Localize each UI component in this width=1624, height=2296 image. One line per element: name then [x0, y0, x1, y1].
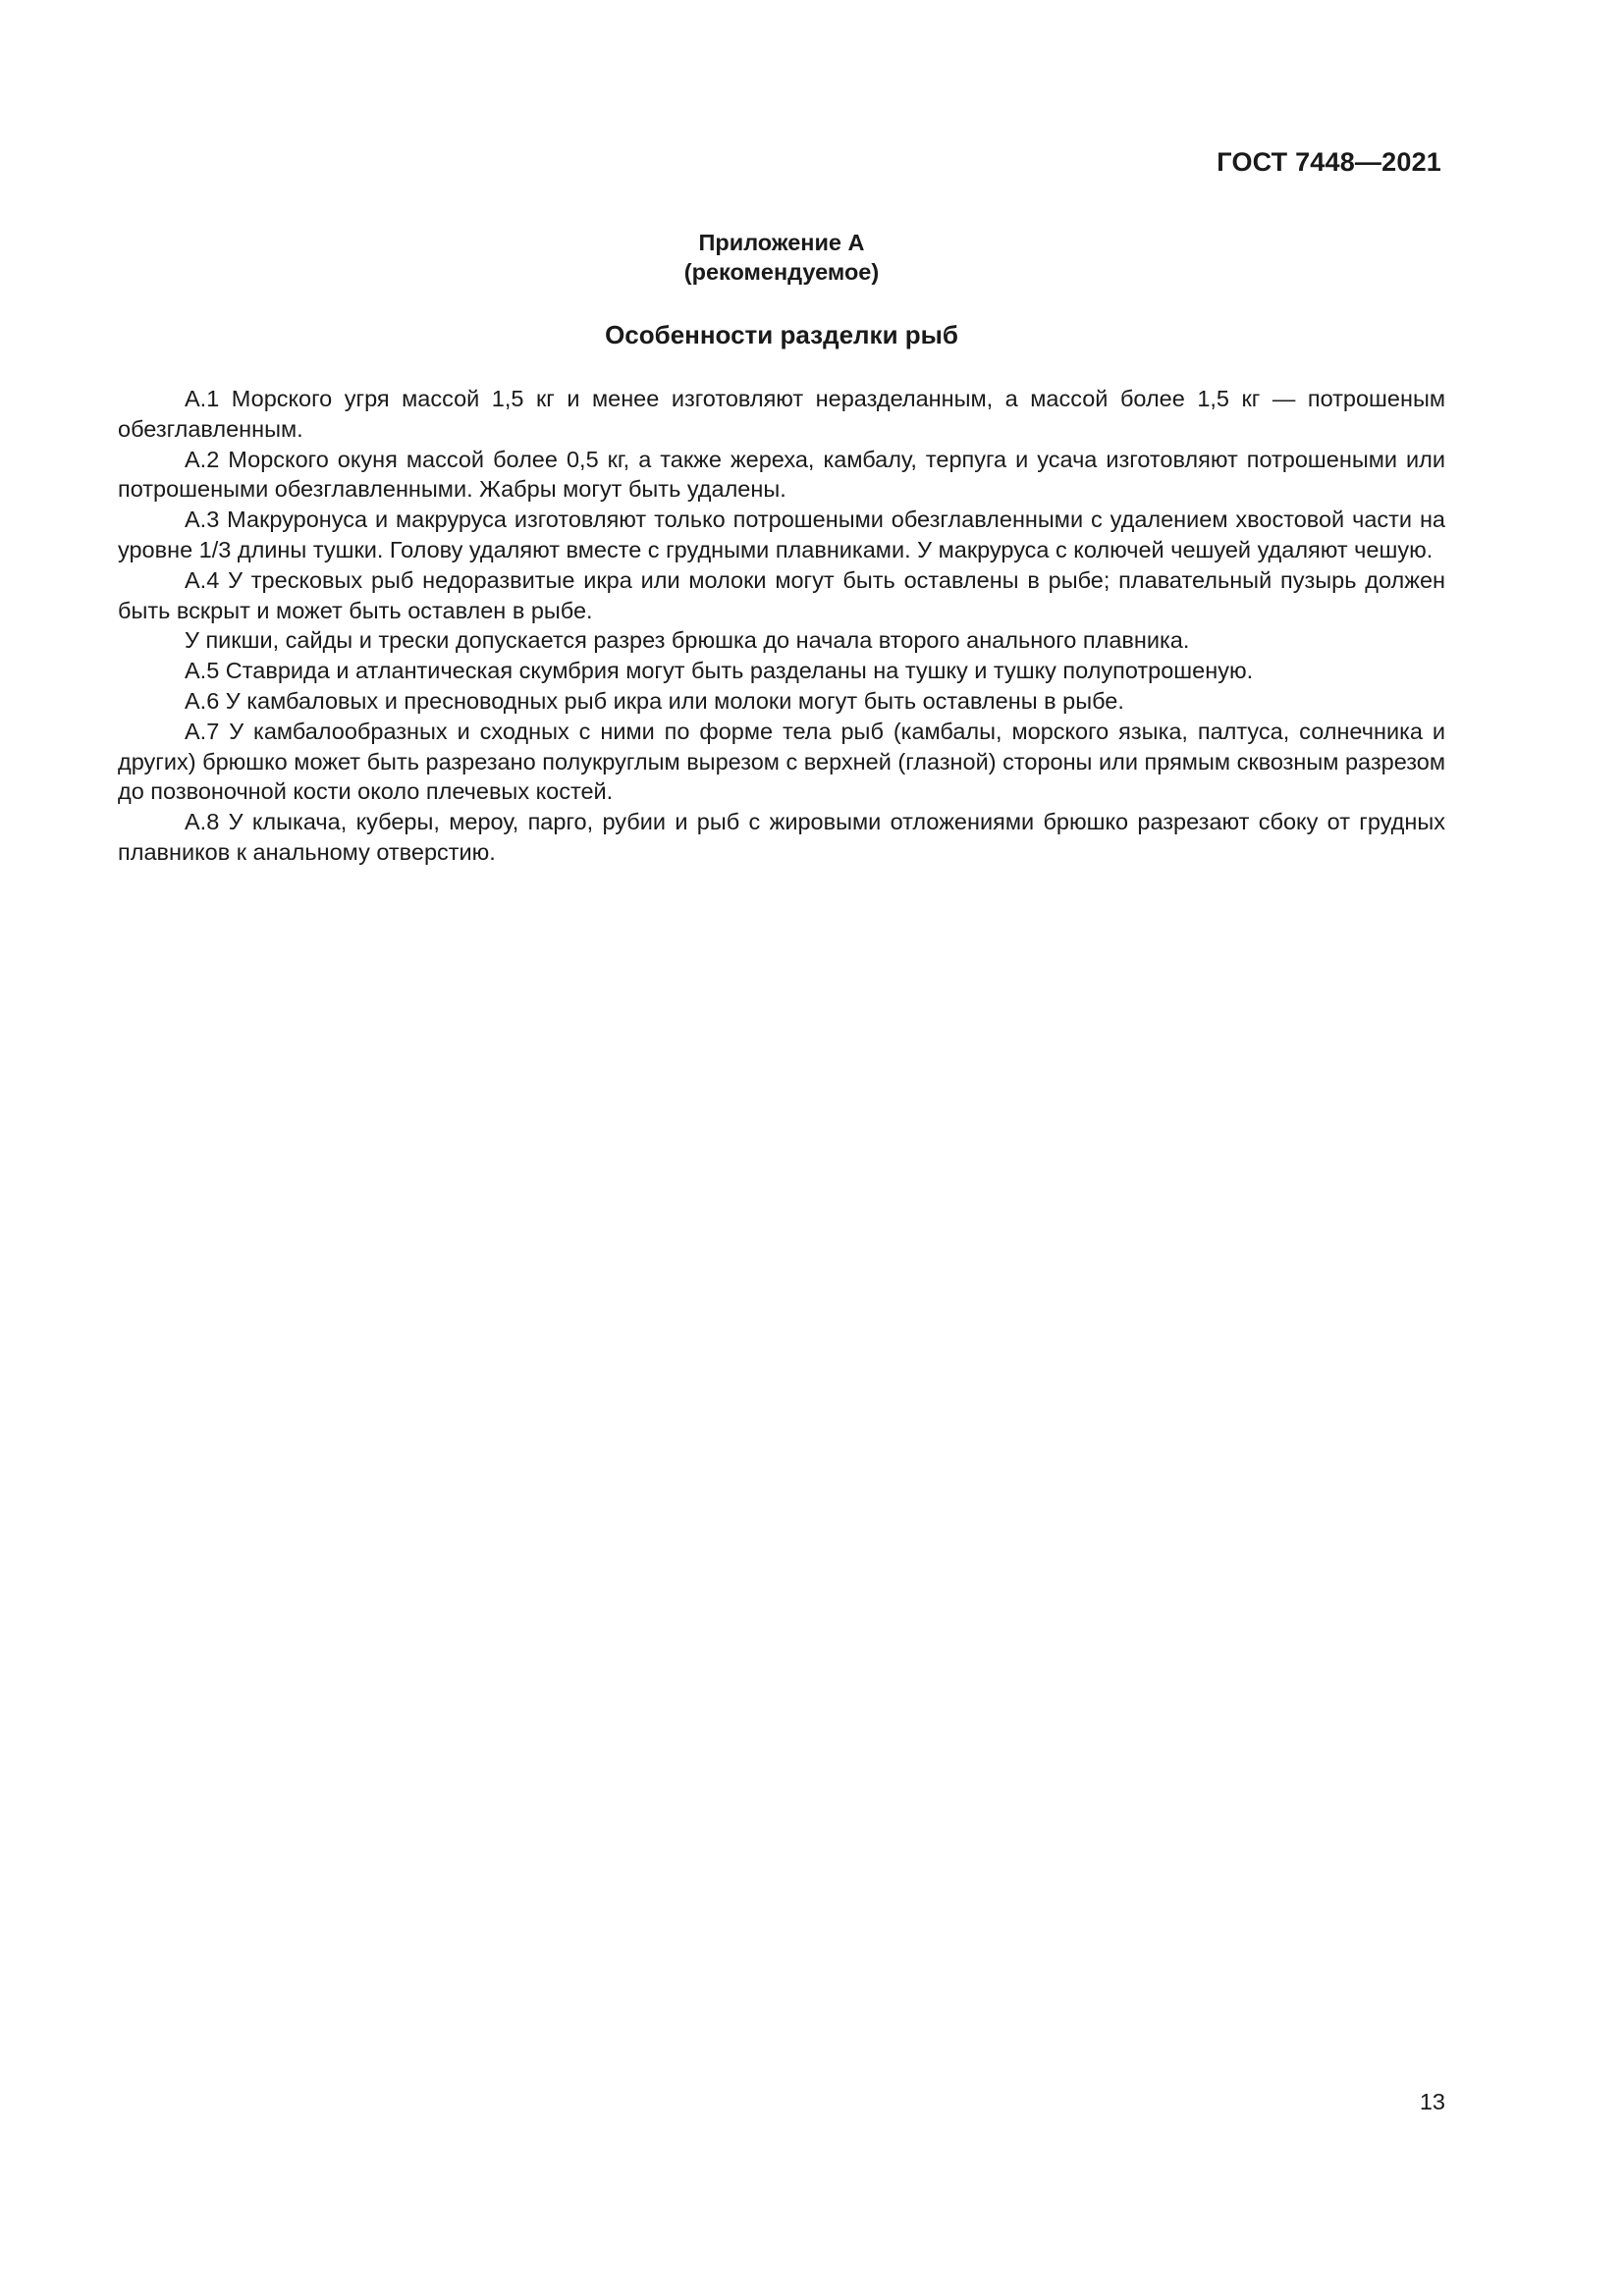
paragraph-a1: А.1 Морского угря массой 1,5 кг и менее изготовляют неразделанным, а массой более 1,5 кг — потрошеным обезглавленным.: [118, 386, 1445, 442]
page-number: 13: [1419, 2089, 1445, 2114]
appendix-title: Особенности разделки рыб: [605, 320, 958, 349]
appendix-status: (рекомендуемое): [683, 259, 880, 285]
appendix-body: [118, 384, 1445, 868]
paragraph-a2: А.2 Морского окуня массой более 0,5 кг, а также жереха, камбалу, терпуга и усача изготовляют потрошеными или потрошеными обезглавленными. Жабры могут быть удалены.: [118, 446, 1445, 503]
document-code: ГОСТ 7448—2021: [1217, 147, 1441, 177]
paragraph-a5: А.5 Ставрида и атлантическая скумбрия могут быть разделаны на тушку и тушку полупотрошеную.: [185, 658, 1254, 684]
appendix-label: Приложение А: [698, 230, 865, 255]
appendix-heading: [118, 228, 1445, 287]
paragraph-a6: А.6 У камбаловых и пресноводных рыб икра или молоки могут быть оставлены в рыбе.: [185, 687, 1124, 714]
paragraph-a7: А.7 У камбалообразных и сходных с ними по форме тела рыб (камбалы, морского языка, палтуса, солнечника и других) брюшко может быть разрезано полукруглым вырезом с верхней (глазной) стороны или прямым сквозным разрезом до позвоночной кости около плечевых костей.: [118, 718, 1445, 805]
paragraph-a3: А.3 Макруронуса и макруруса изготовляют только потрошеными обезглавленными с удалением хвостовой части на уровне 1/3 длины тушки. Голову удаляют вместе с грудными плавниками. У макруруса с колючей чешуей удаляют чешую.: [118, 507, 1445, 562]
paragraph-a4-note: У пикши, сайды и трески допускается разрез брюшка до начала второго анального плавника.: [185, 627, 1190, 654]
paragraph-a8: А.8 У клыкача, куберы, мероу, парго, рубии и рыб с жировыми отложениями брюшко разрезают сбоку от грудных плавников к анальному отверстию.: [118, 809, 1445, 865]
paragraph-a4: А.4 У тресковых рыб недоразвитые икра или молоки могут быть оставлены в рыбе; плавательный пузырь должен быть вскрыт и может быть оставлен в рыбе.: [118, 566, 1445, 623]
